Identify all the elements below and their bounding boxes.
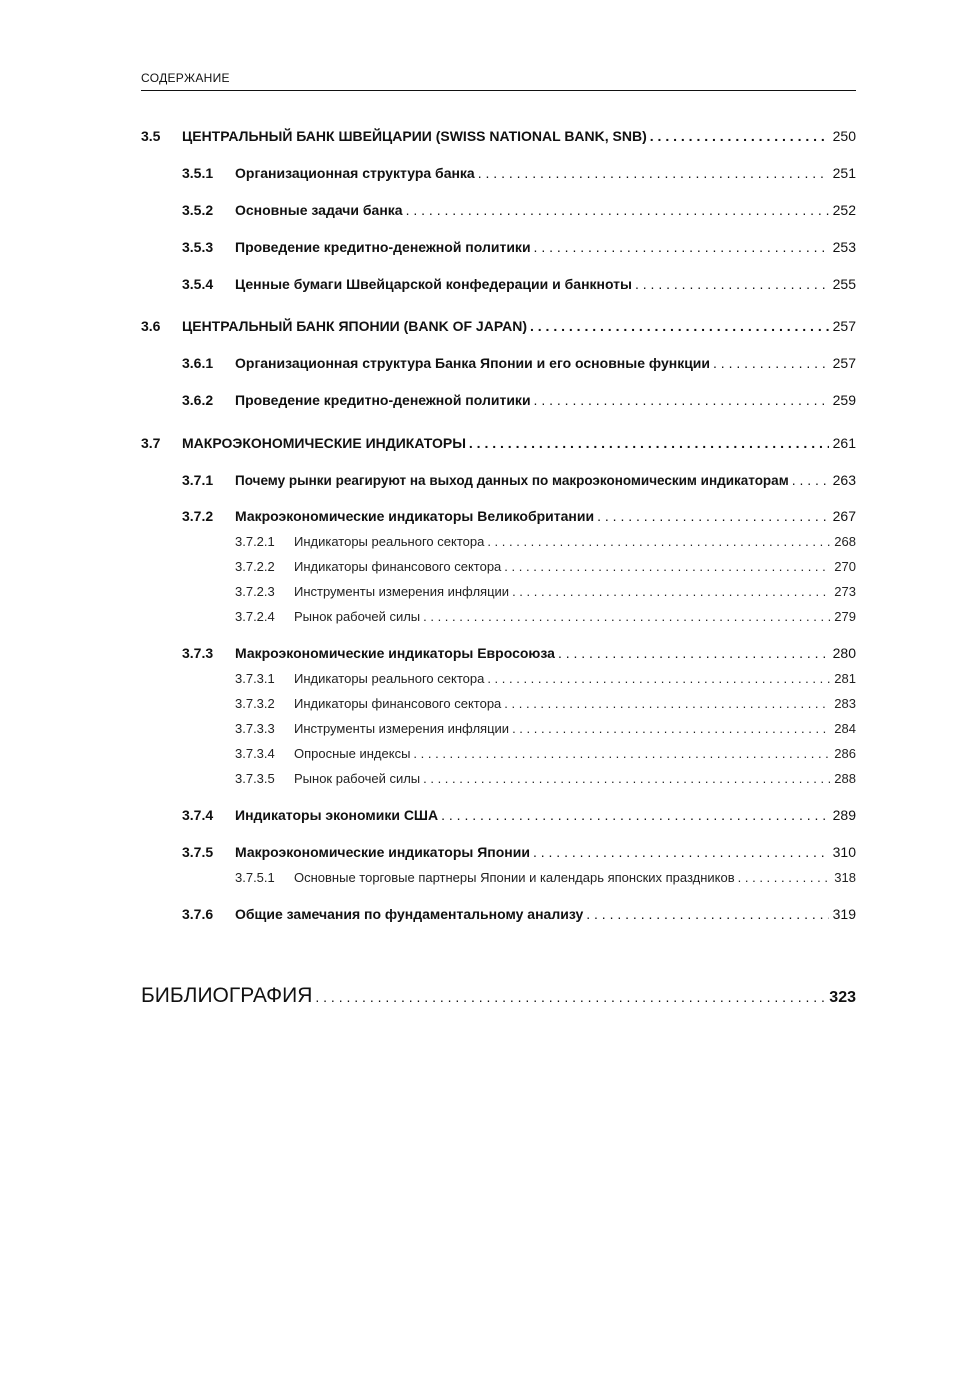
toc-entry-3-7-3-2 <box>141 696 856 714</box>
toc-entry-title: Рынок рабочей силы <box>294 609 421 624</box>
toc-entry-number: 3.5 <box>141 128 161 144</box>
toc-entry-3-7-2-4 <box>141 609 856 627</box>
toc-entry-3-7-6 <box>141 906 856 926</box>
dot-leader <box>558 645 829 661</box>
toc-entry-3-7-2-3 <box>141 584 856 602</box>
dot-leader <box>533 844 829 860</box>
toc-entry-number: 3.7.3.2 <box>235 696 275 711</box>
toc-entry-page: 273 <box>834 584 856 599</box>
toc-entry-3-6-2 <box>141 392 856 412</box>
running-header <box>141 70 856 91</box>
toc-entry-3-7-1 <box>141 472 856 492</box>
toc-entry-page: 280 <box>832 645 856 661</box>
toc-entry-page: 281 <box>834 671 856 686</box>
dot-leader <box>792 472 829 488</box>
toc-entry-title: Индикаторы экономики США <box>235 807 439 823</box>
toc-entry-number: 3.7 <box>141 435 161 451</box>
toc-entry-number: 3.7.3.5 <box>235 771 275 786</box>
toc-entry-number: 3.7.3.4 <box>235 746 275 761</box>
toc-entry-title: Проведение кредитно-денежной политики <box>235 239 531 255</box>
toc-entry-page: 270 <box>834 559 856 574</box>
toc-entry-title: Почему рынки реагируют на выход данных по макроэкономическим индикаторам <box>235 473 789 488</box>
toc-entry-number: 3.7.3.3 <box>235 721 275 736</box>
toc-entry-number: 3.7.4 <box>182 807 214 823</box>
toc-entry-number: 3.7.2.4 <box>235 609 275 624</box>
dot-leader <box>315 989 825 1005</box>
toc-entry-page: 318 <box>834 870 856 885</box>
toc-entry-number: 3.7.3.1 <box>235 671 275 686</box>
toc-entry-number: 3.6.1 <box>182 355 214 371</box>
toc-entry-3-7-3-1 <box>141 671 856 689</box>
toc-entry-3-7-3-3 <box>141 721 856 739</box>
dot-leader <box>423 609 830 624</box>
dot-leader <box>487 671 830 686</box>
dot-leader <box>423 771 830 786</box>
toc-entry-3-5-3 <box>141 239 856 259</box>
toc-entry-number: 3.7.2.2 <box>235 559 275 574</box>
toc-entry-page: 288 <box>834 771 856 786</box>
toc-entry-number: 3.6 <box>141 318 161 334</box>
dot-leader <box>413 746 830 761</box>
toc-entry-title: Основные торговые партнеры Японии и календарь японских праздников <box>294 870 735 885</box>
toc-entry-title: Инструменты измерения инфляции <box>294 584 510 599</box>
toc-entry-page: 259 <box>832 392 856 408</box>
bibliography-page: 323 <box>829 989 856 1006</box>
toc-entry-page: 319 <box>832 906 856 922</box>
toc-entry-3-7 <box>141 435 856 455</box>
toc-entry-title: Макроэкономические индикаторы Великобритании <box>235 508 595 524</box>
toc-entry-page: 251 <box>832 165 856 181</box>
toc-entry-number: 3.7.2.1 <box>235 534 275 549</box>
dot-leader <box>597 508 829 524</box>
toc-entry-page: 257 <box>832 355 856 371</box>
toc-entry-number: 3.7.5.1 <box>235 870 275 885</box>
dot-leader <box>469 435 829 451</box>
toc-entry-3-7-3 <box>141 645 856 665</box>
toc-entry-bibliography <box>141 984 856 1012</box>
toc-entry-title: Опросные индексы <box>294 746 411 761</box>
toc-entry-title: МАКРОЭКОНОМИЧЕСКИЕ ИНДИКАТОРЫ <box>182 435 466 451</box>
dot-leader <box>650 128 829 144</box>
toc-entry-3-7-2 <box>141 508 856 528</box>
dot-leader <box>534 392 829 408</box>
dot-leader <box>530 318 829 334</box>
dot-leader <box>534 239 829 255</box>
toc-entry-3-5-1 <box>141 165 856 185</box>
toc-entry-3-5 <box>141 128 856 148</box>
toc-entry-title: Организационная структура Банка Японии и его основные функции <box>235 355 711 371</box>
toc-entry-title: Основные задачи банка <box>235 202 403 218</box>
dot-leader <box>713 355 829 371</box>
toc-entry-3-7-2-1 <box>141 534 856 552</box>
toc-entry-3-7-2-2 <box>141 559 856 577</box>
dot-leader <box>406 202 829 218</box>
toc-entry-3-7-5-1 <box>141 870 856 888</box>
toc-entry-number: 3.5.2 <box>182 202 214 218</box>
toc-entry-3-7-5 <box>141 844 856 864</box>
dot-leader <box>478 165 829 181</box>
toc-entry-page: 310 <box>832 844 856 860</box>
toc-entry-3-6 <box>141 318 856 338</box>
toc-entry-page: 261 <box>832 435 856 451</box>
toc-entry-page: 255 <box>832 276 856 292</box>
toc-entry-3-6-1 <box>141 355 856 375</box>
toc-entry-number: 3.6.2 <box>182 392 214 408</box>
dot-leader <box>441 807 829 823</box>
toc-entry-page: 286 <box>834 746 856 761</box>
toc-entry-title: ЦЕНТРАЛЬНЫЙ БАНК ШВЕЙЦАРИИ (SWISS NATIONAL BANK, SNB) <box>182 128 647 144</box>
toc-entry-number: 3.7.2 <box>182 508 214 524</box>
toc-entry-title: Индикаторы реального сектора <box>294 671 485 686</box>
dot-leader <box>512 584 830 599</box>
dot-leader <box>738 870 831 885</box>
toc-entry-number: 3.7.6 <box>182 906 214 922</box>
dot-leader <box>512 721 830 736</box>
toc-entry-number: 3.5.4 <box>182 276 214 292</box>
toc-entry-title: Организационная структура банка <box>235 165 475 181</box>
toc-entry-page: 284 <box>834 721 856 736</box>
toc-entry-3-7-3-5 <box>141 771 856 789</box>
toc-entry-3-7-4 <box>141 807 856 827</box>
toc-entry-number: 3.7.3 <box>182 645 214 661</box>
toc-entry-page: 268 <box>834 534 856 549</box>
toc-entry-title: Макроэкономические индикаторы Японии <box>235 844 530 860</box>
dot-leader <box>504 559 830 574</box>
bibliography-title: БИБЛИОГРАФИЯ <box>141 984 313 1007</box>
toc-entry-page: 257 <box>832 318 856 334</box>
dot-leader <box>487 534 830 549</box>
running-header-title: СОДЕРЖАНИЕ <box>141 71 230 85</box>
toc-entry-page: 252 <box>832 202 856 218</box>
toc-entry-page: 283 <box>834 696 856 711</box>
dot-leader <box>504 696 830 711</box>
toc-entry-title: Проведение кредитно-денежной политики <box>235 392 531 408</box>
toc-entry-title: Инструменты измерения инфляции <box>294 721 510 736</box>
toc-entry-number: 3.7.5 <box>182 844 214 860</box>
toc-entry-page: 263 <box>832 472 856 488</box>
toc-entry-3-5-2 <box>141 202 856 222</box>
toc-entry-number: 3.7.1 <box>182 472 214 488</box>
toc-entry-3-5-4 <box>141 276 856 296</box>
toc-entry-number: 3.7.2.3 <box>235 584 275 599</box>
toc-entry-page: 250 <box>832 128 856 144</box>
toc-entry-page: 253 <box>832 239 856 255</box>
toc-entry-title: ЦЕНТРАЛЬНЫЙ БАНК ЯПОНИИ (BANK OF JAPAN) <box>182 318 527 334</box>
toc-entry-number: 3.5.1 <box>182 165 214 181</box>
toc-entry-page: 289 <box>832 807 856 823</box>
toc-entry-title: Ценные бумаги Швейцарской конфедерации и банкноты <box>235 276 632 292</box>
toc-entry-3-7-3-4 <box>141 746 856 764</box>
dot-leader <box>635 276 829 292</box>
dot-leader <box>586 906 828 922</box>
toc-entry-title: Общие замечания по фундаментальному анализу <box>235 906 584 922</box>
toc-entry-number: 3.5.3 <box>182 239 214 255</box>
toc-entry-title: Индикаторы реального сектора <box>294 534 485 549</box>
toc-entry-title: Индикаторы финансового сектора <box>294 696 502 711</box>
toc-entry-title: Макроэкономические индикаторы Евросоюза <box>235 645 555 661</box>
toc-entry-page: 267 <box>832 508 856 524</box>
toc-entry-title: Рынок рабочей силы <box>294 771 421 786</box>
toc-entry-page: 279 <box>834 609 856 624</box>
toc-entry-title: Индикаторы финансового сектора <box>294 559 502 574</box>
